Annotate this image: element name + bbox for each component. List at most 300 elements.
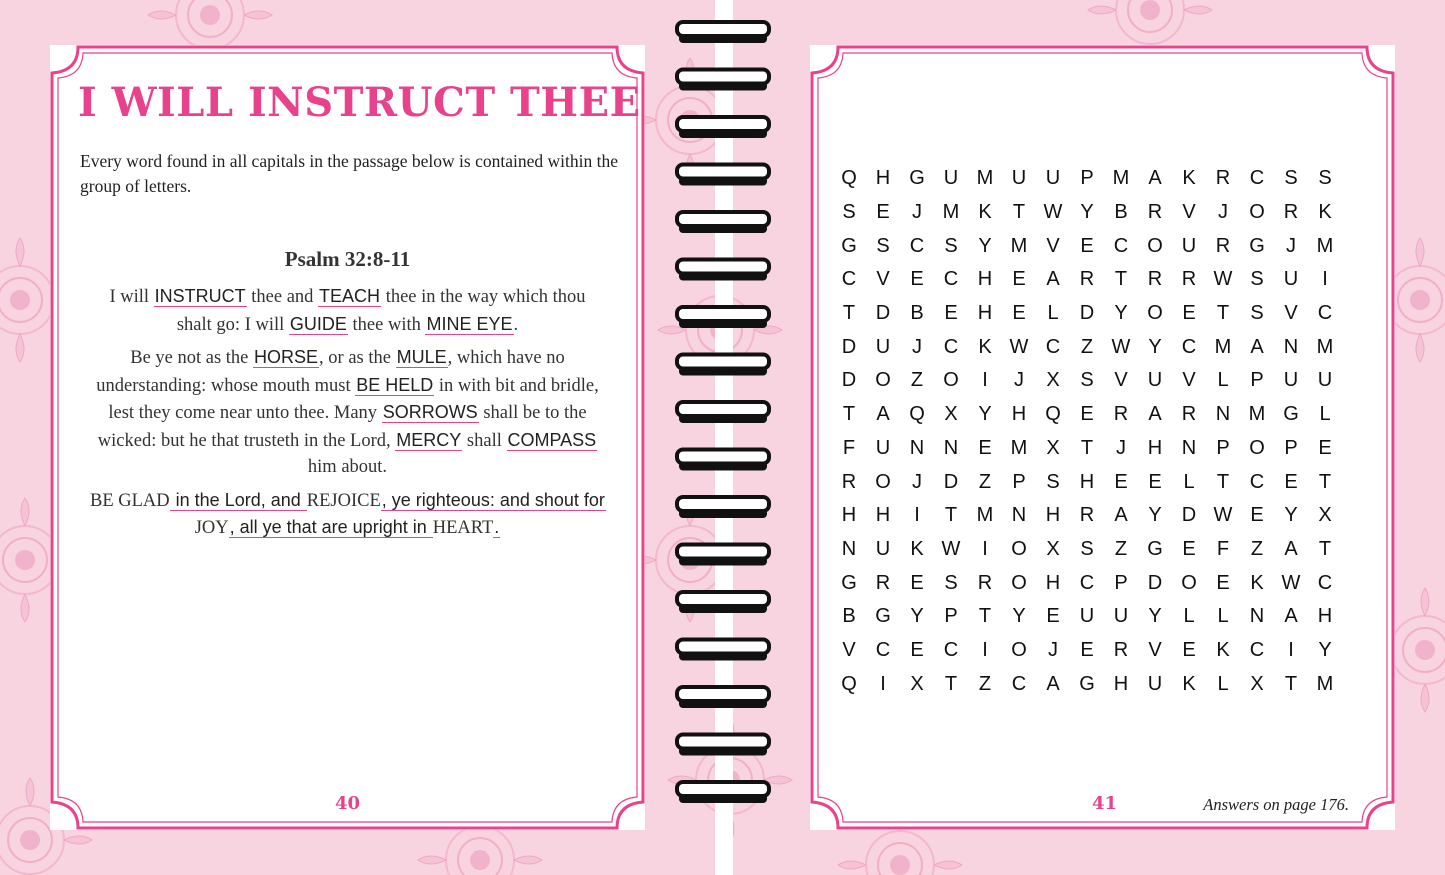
grid-letter: B [842, 605, 856, 628]
grid-letter: Q [909, 403, 925, 426]
grid-letter: V [1114, 369, 1128, 392]
grid-letter: S [1318, 167, 1332, 190]
grid-letter: P [1012, 470, 1026, 493]
grid-letter: E [978, 436, 992, 459]
grid-letter: M [1010, 436, 1028, 459]
grid-letter: H [977, 302, 993, 325]
grid-letter: A [876, 403, 890, 426]
grid-letter: S [944, 234, 958, 257]
grid-letter: C [1249, 470, 1265, 493]
grid-letter: H [1079, 470, 1095, 493]
keyword: in the Lord, and [170, 489, 306, 510]
grid-letter: M [1112, 167, 1130, 190]
passage-text: , or as the [319, 348, 396, 368]
grid-letter: D [943, 470, 959, 493]
grid-letter: M [976, 504, 994, 527]
grid-letter: W [1213, 268, 1233, 291]
grid-letter: C [943, 268, 959, 291]
keyword: SORROWS [382, 402, 478, 422]
grid-letter: U [1283, 369, 1299, 392]
grid-letter: Y [1284, 504, 1298, 527]
grid-letter: I [880, 672, 886, 695]
grid-letter: A [1284, 605, 1298, 628]
grid-letter: R [1113, 638, 1129, 661]
right-page [810, 45, 1395, 830]
grid-letter: T [1216, 470, 1230, 493]
grid-letter: K [910, 537, 924, 560]
passage-paragraph [90, 344, 605, 481]
keyword: GUIDE [289, 313, 347, 334]
grid-letter: G [1079, 672, 1095, 695]
grid-letter: O [1011, 537, 1027, 560]
grid-letter: T [842, 403, 856, 426]
grid-letter: V [1182, 201, 1196, 224]
passage-text: thee in the way which thou shalt go: I will [176, 287, 586, 335]
grid-letter: Y [1114, 302, 1128, 325]
grid-letter: D [875, 302, 891, 325]
grid-letter: G [875, 605, 891, 628]
grid-letter: U [943, 167, 959, 190]
grid-letter: A [1250, 335, 1264, 358]
grid-letter: F [842, 436, 856, 459]
grid-letter: O [1147, 302, 1163, 325]
passage-text: shall [462, 430, 507, 451]
grid-letter: C [909, 234, 925, 257]
grid-letter: R [1181, 403, 1197, 426]
keyword: MINE EYE [426, 313, 513, 334]
grid-letter: E [1012, 268, 1026, 291]
grid-letter: U [1317, 369, 1333, 392]
passage-text: I will [109, 287, 154, 307]
scripture-passage [90, 283, 605, 548]
grid-letter: E [1318, 436, 1332, 459]
grid-letter: P [944, 605, 958, 628]
grid-letter: B [1114, 201, 1128, 224]
grid-letter: U [875, 335, 891, 358]
grid-letter: M [1248, 403, 1266, 426]
grid-letter: C [1317, 571, 1333, 594]
grid-letter: X [1250, 672, 1264, 695]
grid-letter: W [1043, 201, 1063, 224]
binding-ring [677, 545, 769, 566]
grid-letter: T [1012, 201, 1026, 224]
grid-letter: C [1249, 167, 1265, 190]
grid-letter: L [1217, 369, 1229, 392]
grid-letter: I [982, 638, 988, 661]
grid-letter: Q [841, 167, 857, 190]
grid-letter: K [1182, 167, 1196, 190]
grid-letter: M [1316, 672, 1334, 695]
grid-letter: W [1111, 335, 1131, 358]
spiral-binding [655, 0, 790, 875]
grid-letter: Q [841, 672, 857, 695]
grid-letter: A [1148, 167, 1162, 190]
passage-text: , which have no understanding: whose mouth must [96, 348, 565, 396]
grid-letter: L [1183, 605, 1195, 628]
binding-ring [677, 165, 769, 186]
grid-letter: M [1010, 234, 1028, 257]
grid-letter: G [841, 571, 857, 594]
binding-ring [677, 70, 769, 91]
keyword: , all ye that are upright in [229, 517, 432, 537]
grid-letter: J [912, 335, 922, 358]
grid-letter: R [1215, 234, 1231, 257]
grid-letter: J [1116, 436, 1126, 459]
grid-letter: C [1011, 672, 1027, 695]
grid-letter: Z [978, 470, 992, 493]
keyword: HORSE [254, 347, 319, 367]
grid-letter: N [909, 436, 925, 459]
keyword: INSTRUCT [154, 286, 246, 306]
passage-text: REJOICE [306, 490, 381, 511]
grid-letter: G [909, 167, 925, 190]
keyword: BE HELD [356, 374, 434, 395]
grid-letter: U [1283, 268, 1299, 291]
grid-letter: R [1147, 268, 1163, 291]
grid-letter: E [876, 201, 890, 224]
grid-letter: A [1046, 672, 1060, 695]
grid-letter: R [1181, 268, 1197, 291]
grid-letter: D [1181, 504, 1197, 527]
grid-letter: U [1147, 369, 1163, 392]
grid-letter: Z [1114, 537, 1128, 560]
grid-letter: H [875, 504, 891, 527]
grid-letter: R [1079, 268, 1095, 291]
scripture-reference: Psalm 32:8-11 [284, 247, 411, 271]
grid-letter: Y [910, 605, 924, 628]
binding-ring [677, 782, 769, 803]
grid-letter: C [943, 638, 959, 661]
passage-paragraph [90, 487, 605, 542]
grid-letter: N [943, 436, 959, 459]
grid-letter: Z [1080, 335, 1094, 358]
keyword: MULE [396, 347, 447, 367]
grid-letter: S [1080, 537, 1094, 560]
grid-letter: G [1283, 403, 1299, 426]
grid-letter: T [978, 605, 992, 628]
grid-letter: C [1317, 302, 1333, 325]
grid-letter: X [944, 403, 958, 426]
grid-letter: C [1045, 335, 1061, 358]
grid-letter: M [1214, 335, 1232, 358]
grid-letter: Y [1148, 605, 1162, 628]
grid-letter: E [910, 571, 924, 594]
grid-letter: U [1011, 167, 1027, 190]
passage-text: HEART [432, 518, 494, 538]
grid-letter: U [1113, 605, 1129, 628]
grid-letter: R [1283, 201, 1299, 224]
grid-letter: F [1216, 537, 1230, 560]
grid-letter: E [1216, 571, 1230, 594]
passage-text: thee with [347, 314, 426, 335]
grid-letter: Q [1045, 403, 1061, 426]
grid-letter: E [910, 268, 924, 291]
grid-letter: I [914, 504, 920, 527]
answers-note: Answers on page 176. [1203, 795, 1349, 814]
grid-letter: E [1080, 403, 1094, 426]
grid-letter: X [1046, 369, 1060, 392]
grid-letter: P [1216, 436, 1230, 459]
grid-letter: D [1147, 571, 1163, 594]
grid-letter: P [1114, 571, 1128, 594]
grid-letter: K [978, 335, 992, 358]
grid-letter: V [1284, 302, 1298, 325]
grid-letter: Z [910, 369, 924, 392]
grid-letter: T [1318, 470, 1332, 493]
grid-letter: H [1317, 605, 1333, 628]
grid-letter: D [1079, 302, 1095, 325]
passage-text: in with bit and bridle, lest they come near unto thee. Many [108, 375, 599, 423]
grid-letter: E [910, 638, 924, 661]
grid-letter: R [1147, 201, 1163, 224]
grid-letter: J [1218, 201, 1228, 224]
grid-letter: O [875, 369, 891, 392]
keyword: MERCY [396, 429, 462, 450]
grid-letter: E [1012, 302, 1026, 325]
grid-letter: X [910, 672, 924, 695]
grid-letter: Z [1250, 537, 1264, 560]
grid-letter: H [841, 504, 857, 527]
grid-letter: E [1046, 605, 1060, 628]
grid-letter: C [841, 268, 857, 291]
grid-letter: E [1148, 470, 1162, 493]
grid-letter: M [1316, 234, 1334, 257]
grid-letter: V [1046, 234, 1060, 257]
grid-letter: A [1114, 504, 1128, 527]
grid-letter: L [1319, 403, 1331, 426]
grid-letter: S [1046, 470, 1060, 493]
grid-letter: R [1113, 403, 1129, 426]
grid-letter: W [941, 537, 961, 560]
grid-letter: X [1046, 537, 1060, 560]
grid-letter: H [1045, 504, 1061, 527]
grid-letter: L [1217, 672, 1229, 695]
grid-letter: T [1216, 302, 1230, 325]
grid-letter: O [1249, 436, 1265, 459]
grid-letter: S [1080, 369, 1094, 392]
grid-letter: W [1213, 504, 1233, 527]
grid-letter: E [1182, 537, 1196, 560]
grid-letter: O [875, 470, 891, 493]
grid-letter: W [1281, 571, 1301, 594]
grid-letter: S [842, 201, 856, 224]
keyword: COMPASS [507, 429, 597, 450]
passage-text: shall be to the wicked: but he that trusteth in the Lord, [97, 403, 587, 451]
page-number: 40 [334, 793, 361, 814]
grid-letter: I [982, 537, 988, 560]
grid-letter: V [1182, 369, 1196, 392]
grid-letter: N [841, 537, 857, 560]
binding-ring [677, 117, 769, 138]
grid-letter: N [1283, 335, 1299, 358]
grid-letter: E [1080, 234, 1094, 257]
grid-letter: T [1318, 537, 1332, 560]
grid-letter: G [1249, 234, 1265, 257]
binding-ring [677, 355, 769, 376]
grid-letter: P [1284, 436, 1298, 459]
grid-letter: E [1080, 638, 1094, 661]
grid-letter: E [1114, 470, 1128, 493]
grid-letter: E [1182, 302, 1196, 325]
grid-letter: L [1217, 605, 1229, 628]
grid-letter: K [1318, 201, 1332, 224]
grid-letter: E [1250, 504, 1264, 527]
grid-letter: U [875, 436, 891, 459]
grid-letter: N [1181, 436, 1197, 459]
grid-letter: S [944, 571, 958, 594]
grid-letter: H [1113, 672, 1129, 695]
grid-letter: T [944, 672, 958, 695]
grid-letter: V [876, 268, 890, 291]
grid-letter: I [1288, 638, 1294, 661]
grid-letter: W [1009, 335, 1029, 358]
grid-letter: N [1215, 403, 1231, 426]
grid-letter: J [912, 201, 922, 224]
binding-ring [677, 212, 769, 233]
grid-letter: H [1011, 403, 1027, 426]
grid-letter: M [942, 201, 960, 224]
grid-letter: C [1249, 638, 1265, 661]
grid-letter: Y [978, 234, 992, 257]
left-page [50, 45, 645, 830]
grid-letter: I [1322, 268, 1328, 291]
grid-letter: J [1286, 234, 1296, 257]
passage-text: thee and [246, 287, 319, 307]
passage-text: JOY [194, 518, 229, 538]
grid-letter: E [944, 302, 958, 325]
grid-letter: R [1079, 504, 1095, 527]
grid-letter: C [875, 638, 891, 661]
grid-letter: I [982, 369, 988, 392]
word-search-grid [832, 162, 1342, 701]
grid-letter: M [976, 167, 994, 190]
grid-letter: K [1216, 638, 1230, 661]
binding-ring [677, 592, 769, 613]
grid-letter: T [842, 302, 856, 325]
grid-letter: O [1181, 571, 1197, 594]
binding-ring [677, 260, 769, 281]
grid-letter: Y [1318, 638, 1332, 661]
grid-letter: N [1249, 605, 1265, 628]
keyword: . [494, 517, 500, 537]
grid-letter: P [1080, 167, 1094, 190]
grid-letter: O [1011, 638, 1027, 661]
grid-letter: G [841, 234, 857, 257]
grid-letter: U [1045, 167, 1061, 190]
grid-letter: Y [978, 403, 992, 426]
grid-letter: O [1147, 234, 1163, 257]
grid-letter: A [1284, 537, 1298, 560]
binding-ring [677, 640, 769, 661]
grid-letter: D [841, 335, 857, 358]
grid-letter: Y [1080, 201, 1094, 224]
grid-letter: T [1080, 436, 1094, 459]
grid-letter: Y [1148, 335, 1162, 358]
grid-letter: Y [1148, 504, 1162, 527]
grid-letter: U [1181, 234, 1197, 257]
grid-letter: K [1182, 672, 1196, 695]
grid-letter: J [912, 470, 922, 493]
grid-letter: N [1011, 504, 1027, 527]
puzzle-instructions: Every word found in all capitals in the passage below is contained within the group of letters. [80, 151, 618, 196]
grid-letter: Y [1012, 605, 1026, 628]
grid-letter: T [1114, 268, 1128, 291]
binding-ring [677, 735, 769, 756]
grid-letter: S [876, 234, 890, 257]
grid-letter: R [841, 470, 857, 493]
grid-letter: R [977, 571, 993, 594]
grid-letter: H [977, 268, 993, 291]
grid-letter: S [1284, 167, 1298, 190]
keyword: TEACH [319, 286, 381, 306]
grid-letter: K [1250, 571, 1264, 594]
grid-letter: O [1011, 571, 1027, 594]
grid-letter: S [1250, 268, 1264, 291]
grid-letter: H [1045, 571, 1061, 594]
grid-letter: C [1181, 335, 1197, 358]
grid-letter: L [1047, 302, 1059, 325]
grid-letter: M [1316, 335, 1334, 358]
grid-letter: U [875, 537, 891, 560]
binding-ring [677, 22, 769, 43]
page-number: 41 [1092, 793, 1118, 814]
grid-letter: Z [978, 672, 992, 695]
grid-letter: U [1079, 605, 1095, 628]
binding-ring [677, 402, 769, 423]
grid-letter: C [943, 335, 959, 358]
grid-letter: D [841, 369, 857, 392]
passage-paragraph [90, 283, 605, 338]
grid-letter: G [1147, 537, 1163, 560]
grid-letter: P [1250, 369, 1264, 392]
grid-letter: K [978, 201, 992, 224]
grid-letter: L [1183, 470, 1195, 493]
grid-letter: H [875, 167, 891, 190]
passage-text: . [513, 314, 519, 335]
grid-letter: B [910, 302, 924, 325]
grid-letter: S [1250, 302, 1264, 325]
grid-letter: T [944, 504, 958, 527]
grid-letter: H [1147, 436, 1163, 459]
binding-ring [677, 450, 769, 471]
grid-letter: O [943, 369, 959, 392]
passage-text: Be ye not as the [130, 348, 254, 368]
grid-letter: E [1182, 638, 1196, 661]
grid-letter: O [1249, 201, 1265, 224]
grid-letter: C [1113, 234, 1129, 257]
grid-letter: J [1014, 369, 1024, 392]
grid-letter: U [1147, 672, 1163, 695]
binding-ring [677, 307, 769, 328]
grid-letter: E [1284, 470, 1298, 493]
passage-text: BE GLAD [90, 490, 170, 511]
grid-letter: V [842, 638, 856, 661]
grid-letter: J [1048, 638, 1058, 661]
grid-letter: V [1148, 638, 1162, 661]
binding-ring [677, 687, 769, 708]
grid-letter: R [1215, 167, 1231, 190]
grid-letter: X [1318, 504, 1332, 527]
passage-text: him about. [307, 457, 388, 477]
page-title: I WILL INSTRUCT THEE [78, 79, 641, 126]
grid-letter: A [1148, 403, 1162, 426]
grid-letter: T [1284, 672, 1298, 695]
grid-letter: X [1046, 436, 1060, 459]
binding-ring [677, 497, 769, 518]
keyword: , ye righteous: and shout for [381, 489, 605, 510]
grid-letter: A [1046, 268, 1060, 291]
grid-letter: C [1079, 571, 1095, 594]
